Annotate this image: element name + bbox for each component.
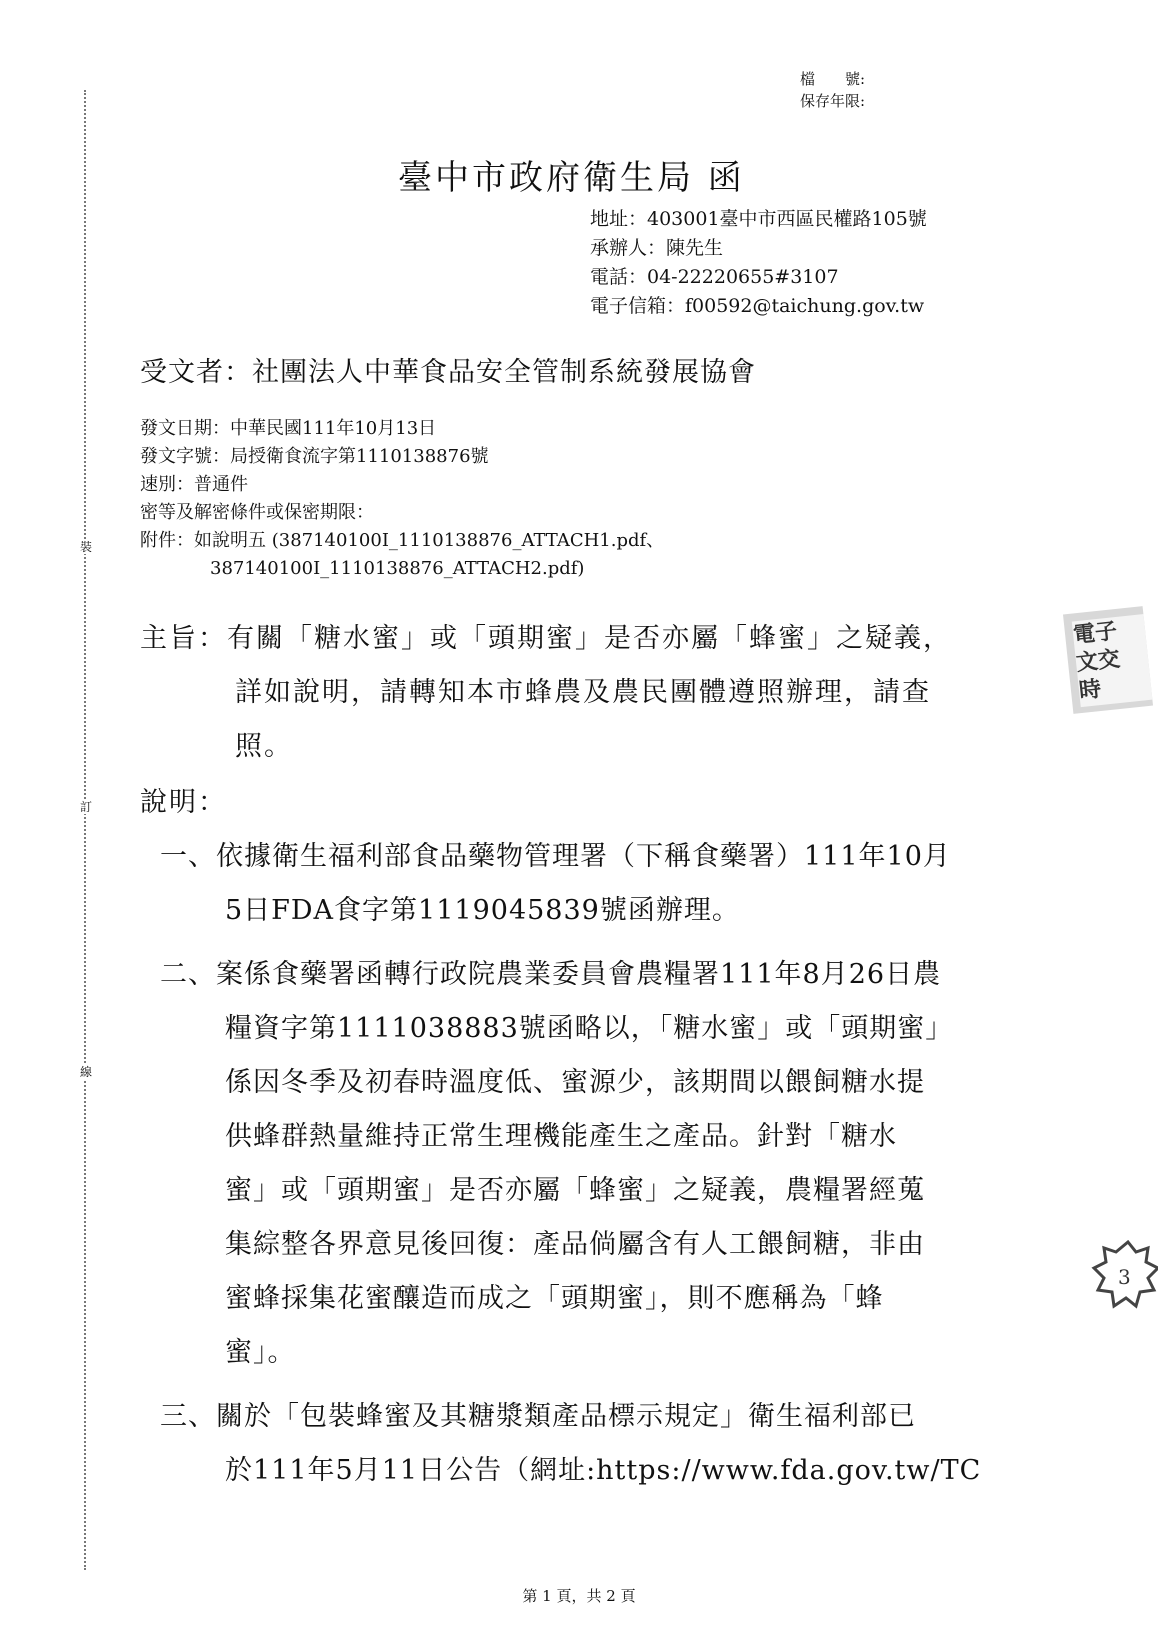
stamp-text: 時: [1077, 675, 1103, 705]
item-line: 三、關於「包裝蜂蜜及其糖漿類產品標示規定」衛生福利部已: [160, 1401, 916, 1432]
page-seal-icon: [1090, 1240, 1158, 1310]
subject-line: 詳如說明，請轉知本市蜂農及農民團體遵照辦理，請查: [235, 677, 931, 708]
document-meta: [140, 415, 664, 583]
explanation-item: [160, 1390, 981, 1498]
binding-line: [84, 90, 86, 1570]
item-line: 供蜂群熱量維持正常生理機能產生之產品。針對「糖水: [225, 1121, 897, 1152]
stamp-text: 電子: [1071, 617, 1119, 649]
explanation-heading: 說明：: [140, 787, 227, 818]
issue-date: 發文日期：中華民國111年10月13日: [140, 418, 437, 439]
item-line: 蜜」。: [225, 1337, 296, 1368]
page-footer: 第 1 頁，共 2 頁: [522, 1587, 636, 1605]
archive-info: [800, 68, 865, 112]
explanation-items: [160, 830, 981, 1498]
item-line: 一、依據衛生福利部食品藥物管理署（下稱食藥署）111年10月: [160, 841, 951, 872]
attachment-line-1: 附件：如說明五 (387140100I_1110138876_ATTACH1.pdf、: [140, 530, 665, 551]
speed-class: 速別：普通件: [140, 474, 248, 495]
email: 電子信箱：f00592@taichung.gov.tw: [590, 295, 925, 317]
binding-mark-zhuang: 裝: [80, 540, 93, 554]
item-line: 集綜整各界意見後回復：產品倘屬含有人工餵飼糖，非由: [225, 1229, 925, 1260]
item-line: 5日FDA食字第1119045839號函辦理。: [225, 895, 740, 926]
document-title: 臺中市政府衛生局 函: [398, 158, 745, 198]
stamp-text: 文交: [1074, 645, 1122, 677]
explanation-item: [160, 830, 981, 938]
explanation-item: [160, 948, 981, 1380]
item-line: 蜜」或「頭期蜜」是否亦屬「蜂蜜」之疑義，農糧署經蒐: [225, 1175, 925, 1206]
subject: [140, 612, 952, 774]
phone: 電話：04-22220655#3107: [590, 266, 839, 288]
attachment-line-2: 387140100I_1110138876_ATTACH2.pdf): [210, 558, 585, 579]
item-line: 蜜蜂採集花蜜釀造而成之「頭期蜜」，則不應稱為「蜂: [225, 1283, 884, 1314]
binding-mark-ding: 訂: [80, 800, 93, 814]
item-line: 二、案係食藥署函轉行政院農業委員會農糧署111年8月26日農: [160, 959, 942, 990]
subject-line: 照。: [235, 731, 293, 762]
recipient: 受文者：社團法人中華食品安全管制系統發展協會: [140, 357, 756, 388]
seal-number: 3: [1118, 1265, 1131, 1289]
document-number: 發文字號：局授衛食流字第1110138876號: [140, 446, 489, 467]
item-line: 糧資字第1111038883號函略以，「糖水蜜」或「頭期蜜」: [225, 1013, 954, 1044]
subject-line: 主旨：有關「糖水蜜」或「頭期蜜」是否亦屬「蜂蜜」之疑義，: [140, 623, 952, 654]
item-line: 於111年5月11日公告（網址:https://www.fda.gov.tw/TC: [225, 1455, 982, 1486]
secrecy-level: 密等及解密條件或保密期限：: [140, 502, 374, 523]
retention-period-label: 保存年限:: [800, 92, 866, 110]
e-exchange-stamp: [1063, 606, 1153, 714]
address: 地址：403001臺中市西區民權路105號: [590, 208, 927, 230]
file-number-label: 檔 號:: [800, 70, 866, 88]
item-line: 係因冬季及初春時溫度低、蜜源少，該期間以餵飼糖水提: [225, 1067, 925, 1098]
contact-block: [590, 205, 927, 321]
handler: 承辦人：陳先生: [590, 237, 724, 259]
binding-mark-xian: 線: [80, 1065, 93, 1079]
